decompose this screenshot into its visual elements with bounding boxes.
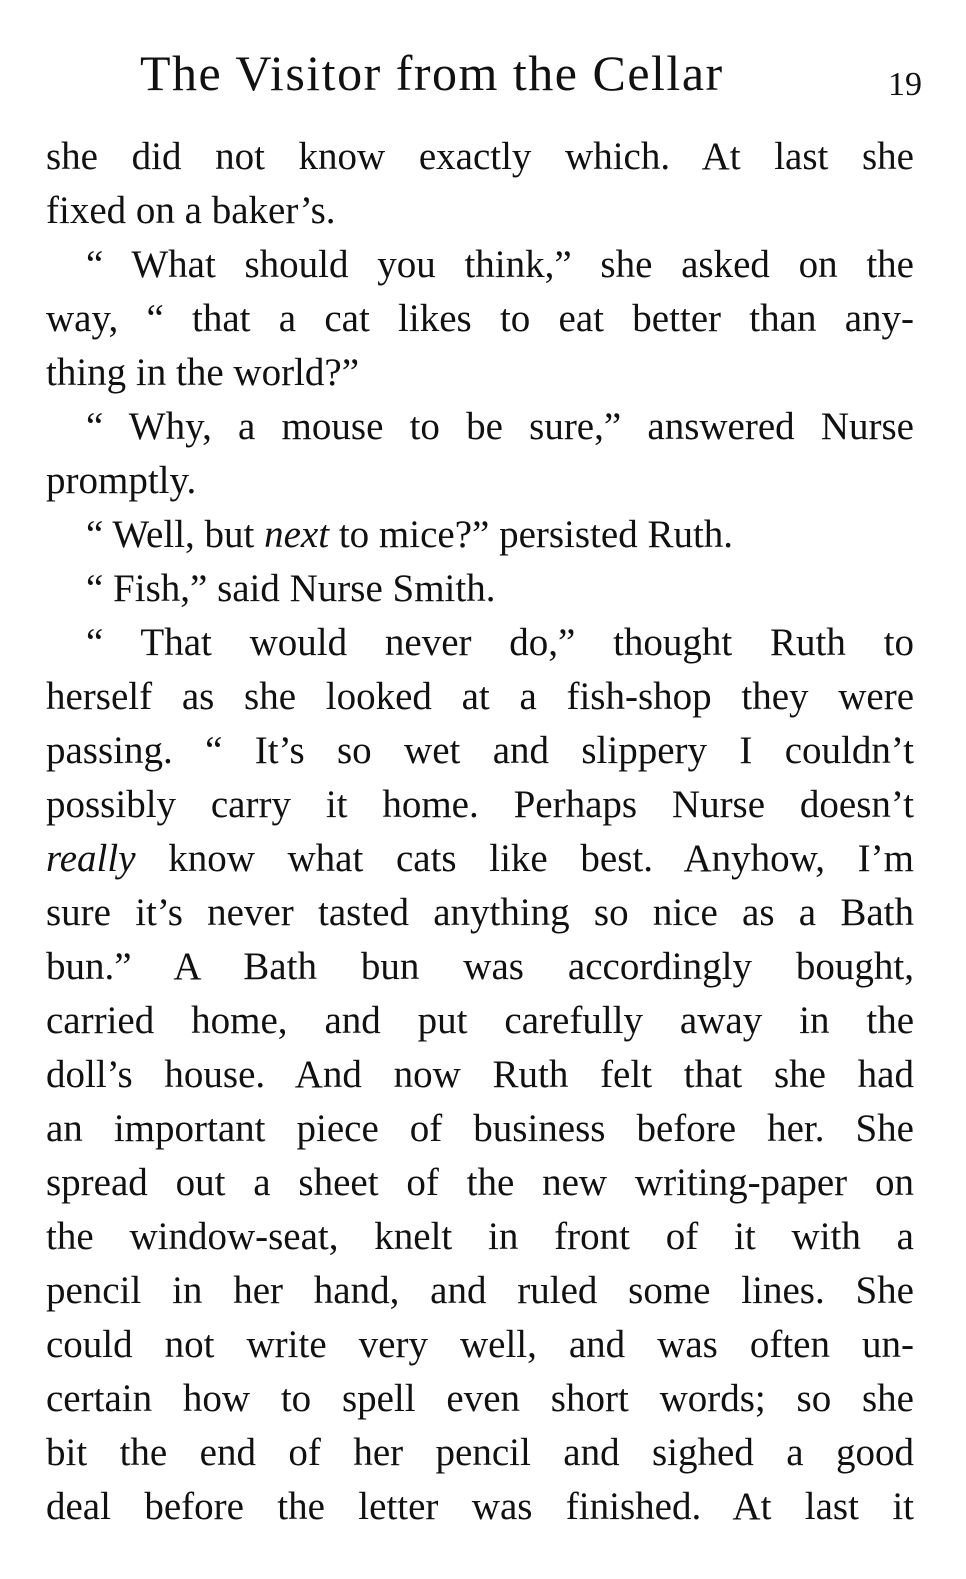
italic-word: next <box>264 513 330 556</box>
text-line: doll’s house. And now Ruth felt that she had <box>46 1053 914 1096</box>
text-line: way, “ that a cat likes to eat better than any- <box>46 297 914 340</box>
text-line: she did not know exactly which. At last she <box>46 135 914 178</box>
text-line: could not write very well, and was often un- <box>46 1323 914 1366</box>
text-line: fixed on a baker’s. <box>46 189 336 232</box>
text-line: passing. “ It’s so wet and slippery I couldn’t <box>46 729 914 772</box>
text-line: pencil in her hand, and ruled some lines. She <box>46 1269 914 1312</box>
text-line: certain how to spell even short words; so she <box>46 1377 914 1420</box>
text-line: bun.” A Bath bun was accordingly bought, <box>46 945 914 988</box>
text-line: “ Why, a mouse to be sure,” answered Nurse <box>86 405 914 448</box>
text-line: bit the end of her pencil and sighed a good <box>46 1431 914 1474</box>
page-number: 19 <box>888 66 922 103</box>
text-line: “ Fish,” said Nurse Smith. <box>86 567 496 610</box>
text-line: possibly carry it home. Perhaps Nurse doesn’t <box>46 783 914 826</box>
text-line: deal before the letter was finished. At last it <box>46 1485 914 1528</box>
text-line: “ That would never do,” thought Ruth to <box>86 621 914 664</box>
text-line: promptly. <box>46 459 197 502</box>
text-line <box>46 832 914 886</box>
text-line: an important piece of business before her. She <box>46 1107 914 1150</box>
text-line <box>46 508 914 562</box>
text-line: herself as she looked at a fish-shop they were <box>46 675 914 718</box>
italic-word: really <box>46 837 136 880</box>
text-fragment: to mice?” persisted Ruth. <box>338 513 734 556</box>
running-title: The Visitor from the Cellar <box>140 45 724 101</box>
body-text <box>46 130 914 1534</box>
text-line: the window-seat, knelt in front of it with a <box>46 1215 914 1258</box>
text-line: thing in the world?” <box>46 351 360 394</box>
text-fragment: “ Well, but <box>86 513 255 556</box>
text-line: sure it’s never tasted anything so nice as a Bath <box>46 891 914 934</box>
running-head <box>140 38 922 108</box>
text-line: “ What should you think,” she asked on the <box>86 243 914 286</box>
text-line: spread out a sheet of the new writing-paper on <box>46 1161 914 1204</box>
text-fragment: know what cats like best. Anyhow, I’m <box>168 837 914 880</box>
text-line: carried home, and put carefully away in the <box>46 999 914 1042</box>
